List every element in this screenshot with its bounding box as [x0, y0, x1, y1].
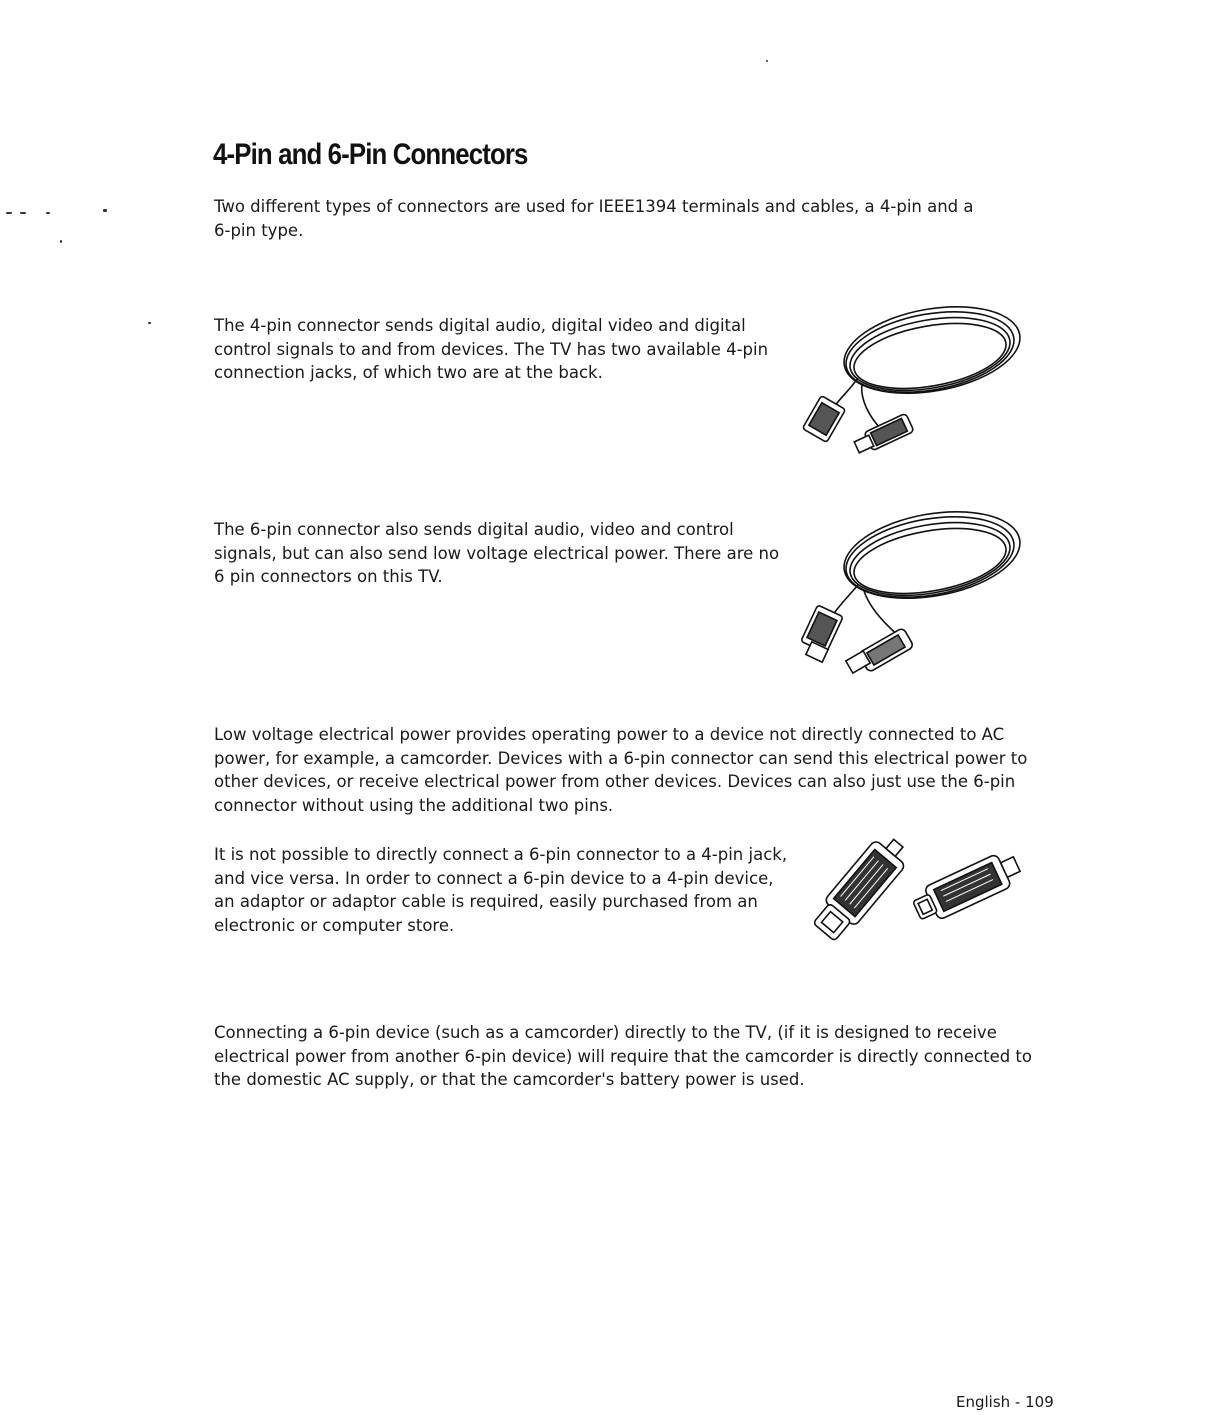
four-pin-cable-illustration [800, 300, 1025, 460]
scan-speck [6, 212, 12, 214]
scan-speck [103, 209, 107, 212]
connecting-paragraph: Connecting a 6-pin device (such as a camcorder) directly to the TV, (if it is designed to receive electrical power from another 6-pin device) will require that the camcorder is directly connected to the domestic AC supply, or that the camcorder's battery power is used. [214, 1023, 1032, 1089]
page-number: English - 109 [956, 1393, 1054, 1411]
scan-speck [60, 240, 62, 243]
six-pin-cable-illustration [800, 505, 1025, 675]
six-pin-paragraph: The 6-pin connector also sends digital audio, video and control signals, but can also send low voltage electrical power. There are no 6 pin connectors on this TV. [214, 520, 780, 586]
adaptor-paragraph: It is not possible to directly connect a 6-pin connector to a 4-pin jack, and vice versa. In order to connect a 6-pin device to a 4-pin device, an adaptor or adaptor cable is required, easily purchased from an electronic or computer store. [214, 845, 788, 935]
adaptor-plugs-illustration [800, 832, 1035, 957]
scan-speck [20, 212, 26, 214]
scan-speck [766, 60, 768, 62]
intro-paragraph: Two different types of connectors are used for IEEE1394 terminals and cables, a 4-pin and a 6-pin type. [214, 197, 974, 240]
scan-speck [148, 322, 151, 324]
low-voltage-paragraph: Low voltage electrical power provides operating power to a device not directly connected to AC power, for example, a camcorder. Devices with a 6-pin connector can send this electrical power to other devices, or receive electrical power from other devices. Devices can also just use the 6-pin connector without using the additional two pins. [214, 725, 1028, 815]
scan-speck [46, 212, 50, 214]
four-pin-paragraph: The 4-pin connector sends digital audio, digital video and digital control signals to and from devices. The TV has two available 4-pin connection jacks, of which two are at the back. [214, 316, 769, 382]
page-title: 4-Pin and 6-Pin Connectors [213, 138, 528, 171]
